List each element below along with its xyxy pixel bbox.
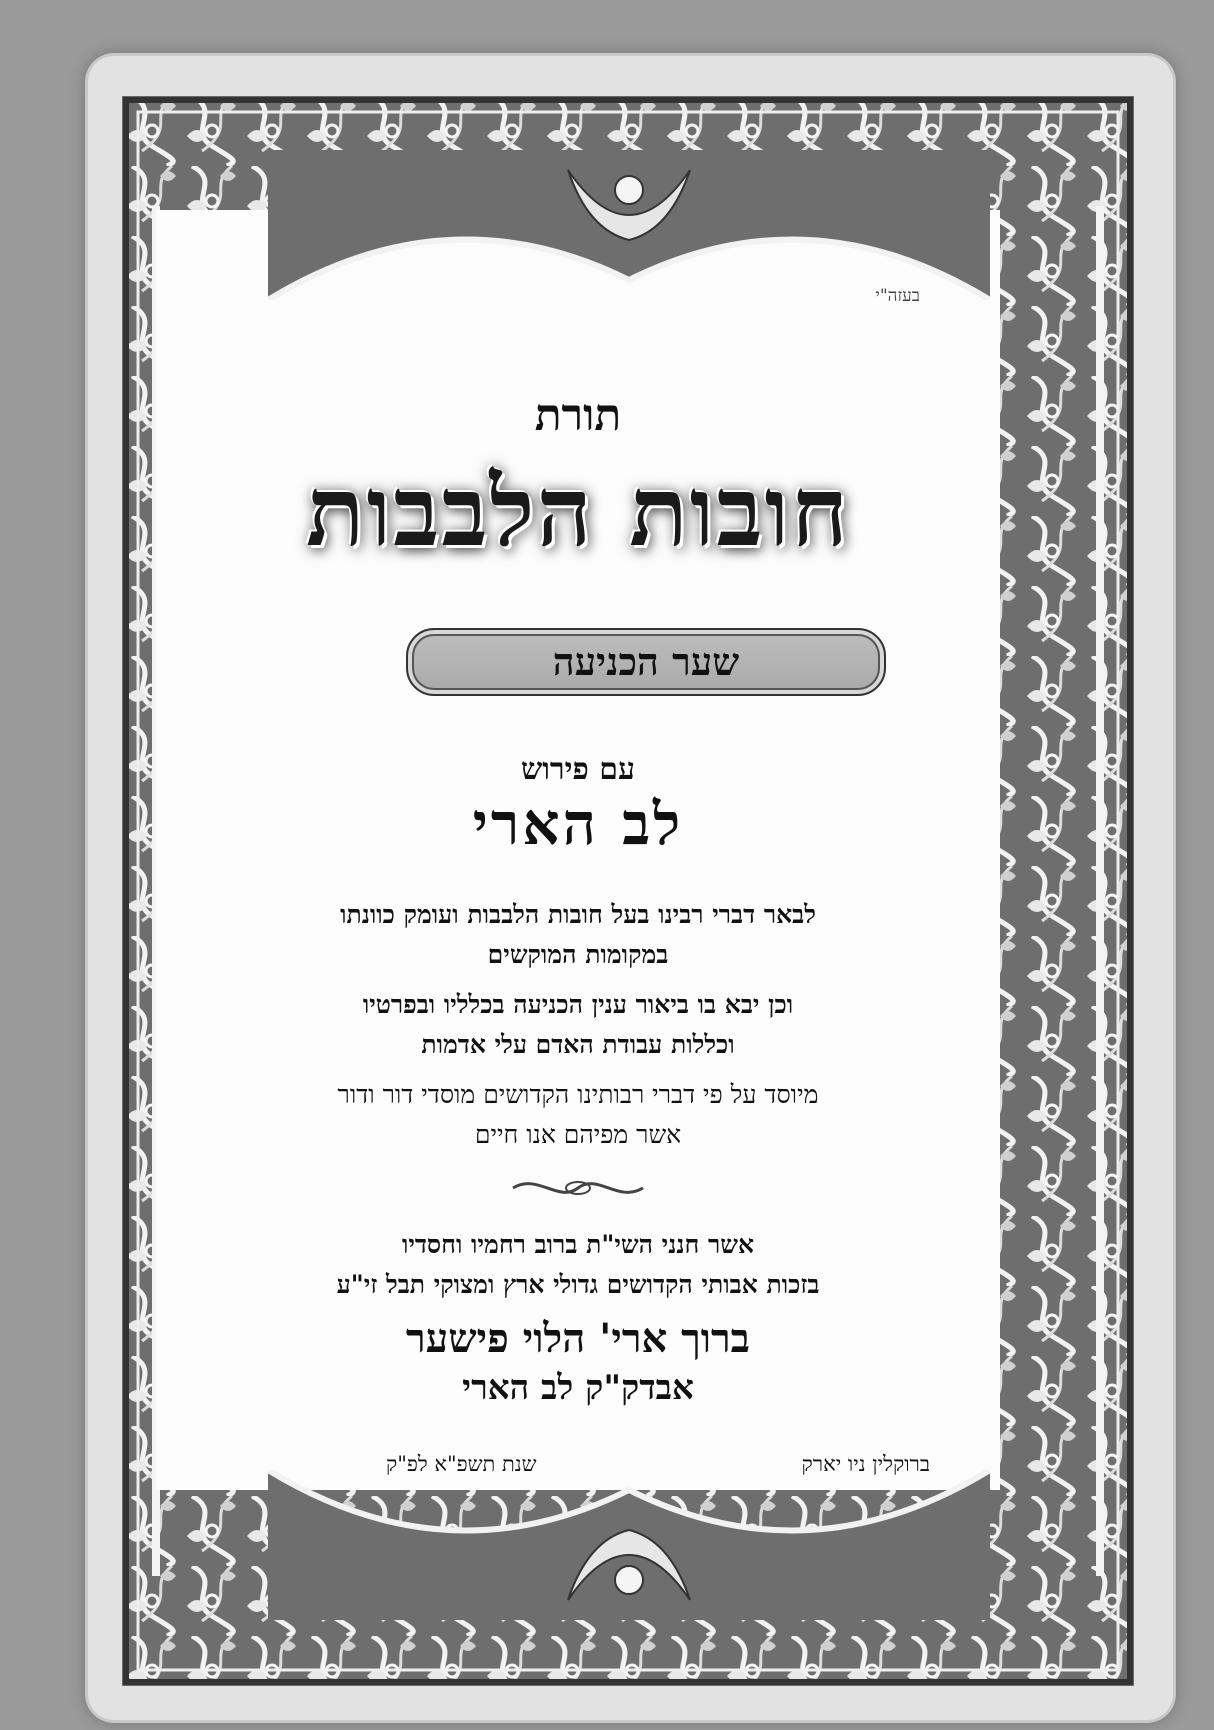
publication-year: שנת תשפ"א לפ"ק [386, 1452, 537, 1476]
description-line: לבאר דברי רבינו בעל חובות הלבבות ועומק כוונתו [340, 900, 816, 929]
bottom-arch-ornament [268, 1470, 990, 1620]
description-line: וכן יבא בו ביאור ענין הכניעה בכלליו ובפרטיו [362, 990, 794, 1019]
commentary-name: לב הארי [472, 790, 684, 858]
top-mark: בעזה"י [875, 286, 920, 306]
author-name: ברוך ארי' הלוי פישער [406, 1315, 750, 1362]
description-line: וכללות עבודת האדם עלי אדמות [421, 1030, 735, 1059]
main-title: חובות הלבבות [306, 455, 850, 568]
publication-place: ברוקלין ניו יארק [801, 1452, 930, 1476]
gate-title-banner: שער הכניעה [406, 628, 886, 696]
description-line: מיוסד על פי דברי רבותינו הקדושים מוסדי דור ודור [337, 1080, 819, 1109]
author-title: אבדק"ק לב הארי [462, 1368, 694, 1408]
description-line: במקומות המוקשים [487, 940, 669, 969]
dedication-line: אשר חנני השי"ת ברוב רחמיו וחסדיו [401, 1230, 755, 1259]
dedication-line: בזכות אבותי הקדושים גדולי ארץ ומצוקי תבל זי"ע [336, 1270, 820, 1299]
title-prefix: תורת [534, 390, 622, 441]
description-line: אשר מפיהם אנו חיים [474, 1120, 682, 1149]
divider-ornament [508, 1168, 648, 1208]
commentary-prefix: עם פירוש [521, 752, 635, 787]
title-page-content [156, 240, 1000, 1480]
